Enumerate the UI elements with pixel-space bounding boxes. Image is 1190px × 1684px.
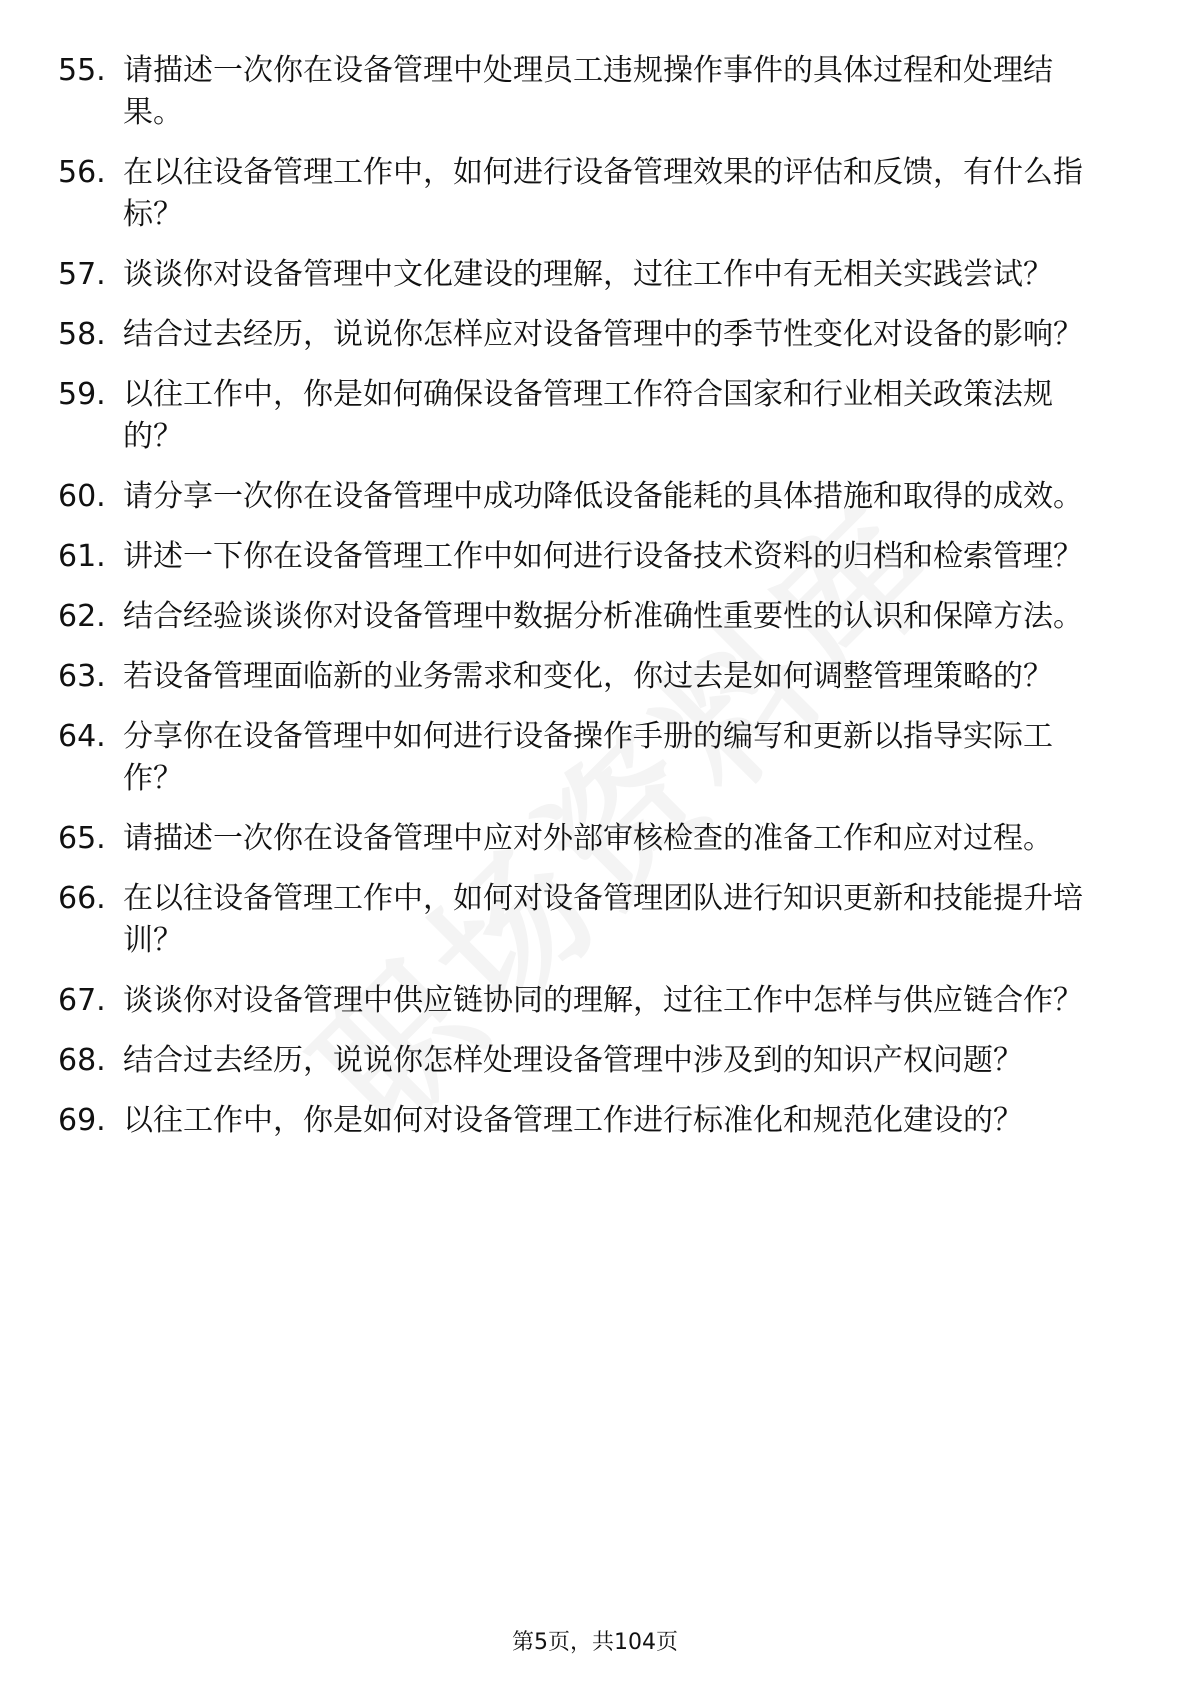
question-number: 64. bbox=[58, 719, 106, 754]
question-item bbox=[58, 152, 1108, 236]
question-item bbox=[58, 314, 1108, 356]
question-text: 谈谈你对设备管理中供应链协同的理解，过往工作中怎样与供应链合作？ bbox=[123, 983, 1083, 1018]
question-number: 58. bbox=[58, 317, 106, 352]
question-item bbox=[58, 476, 1108, 518]
question-number: 55. bbox=[58, 53, 106, 88]
question-text: 请分享一次你在设备管理中成功降低设备能耗的具体措施和取得的成效。 bbox=[123, 479, 1083, 514]
question-number: 57. bbox=[58, 257, 106, 292]
page-footer: 第5页，共104页 bbox=[512, 1630, 678, 1655]
question-item bbox=[58, 656, 1108, 698]
question-item bbox=[58, 878, 1108, 962]
question-item bbox=[58, 1040, 1108, 1082]
question-item bbox=[58, 716, 1108, 800]
question-text: 结合过去经历，说说你怎样应对设备管理中的季节性变化对设备的影响？ bbox=[123, 317, 1083, 352]
question-number: 68. bbox=[58, 1043, 106, 1078]
question-item bbox=[58, 818, 1108, 860]
question-item bbox=[58, 980, 1108, 1022]
question-text: 若设备管理面临新的业务需求和变化，你过去是如何调整管理策略的？ bbox=[123, 659, 1053, 694]
question-text: 在以往设备管理工作中，如何对设备管理团队进行知识更新和技能提升培训？ bbox=[123, 881, 1083, 958]
question-number: 61. bbox=[58, 539, 106, 574]
question-text: 请描述一次你在设备管理中应对外部审核检查的准备工作和应对过程。 bbox=[123, 821, 1053, 856]
question-item bbox=[58, 536, 1108, 578]
question-number: 67. bbox=[58, 983, 106, 1018]
question-text: 在以往设备管理工作中，如何进行设备管理效果的评估和反馈，有什么指标？ bbox=[123, 155, 1083, 232]
question-number: 65. bbox=[58, 821, 106, 856]
question-number: 63. bbox=[58, 659, 106, 694]
question-item bbox=[58, 254, 1108, 296]
question-text: 结合经验谈谈你对设备管理中数据分析准确性重要性的认识和保障方法。 bbox=[123, 599, 1083, 634]
question-item bbox=[58, 374, 1108, 458]
question-text: 讲述一下你在设备管理工作中如何进行设备技术资料的归档和检索管理？ bbox=[123, 539, 1083, 574]
question-number: 66. bbox=[58, 881, 106, 916]
question-list bbox=[58, 50, 1108, 1160]
question-text: 以往工作中，你是如何对设备管理工作进行标准化和规范化建设的？ bbox=[123, 1103, 1023, 1138]
question-number: 69. bbox=[58, 1103, 106, 1138]
question-number: 60. bbox=[58, 479, 106, 514]
question-number: 56. bbox=[58, 155, 106, 190]
question-text: 请描述一次你在设备管理中处理员工违规操作事件的具体过程和处理结果。 bbox=[123, 53, 1053, 130]
question-item bbox=[58, 596, 1108, 638]
question-text: 分享你在设备管理中如何进行设备操作手册的编写和更新以指导实际工作？ bbox=[123, 719, 1053, 796]
question-text: 结合过去经历，说说你怎样处理设备管理中涉及到的知识产权问题？ bbox=[123, 1043, 1023, 1078]
question-number: 62. bbox=[58, 599, 106, 634]
question-item bbox=[58, 50, 1108, 134]
question-text: 谈谈你对设备管理中文化建设的理解，过往工作中有无相关实践尝试？ bbox=[123, 257, 1053, 292]
question-item bbox=[58, 1100, 1108, 1142]
question-text: 以往工作中，你是如何确保设备管理工作符合国家和行业相关政策法规的？ bbox=[123, 377, 1053, 454]
question-number: 59. bbox=[58, 377, 106, 412]
